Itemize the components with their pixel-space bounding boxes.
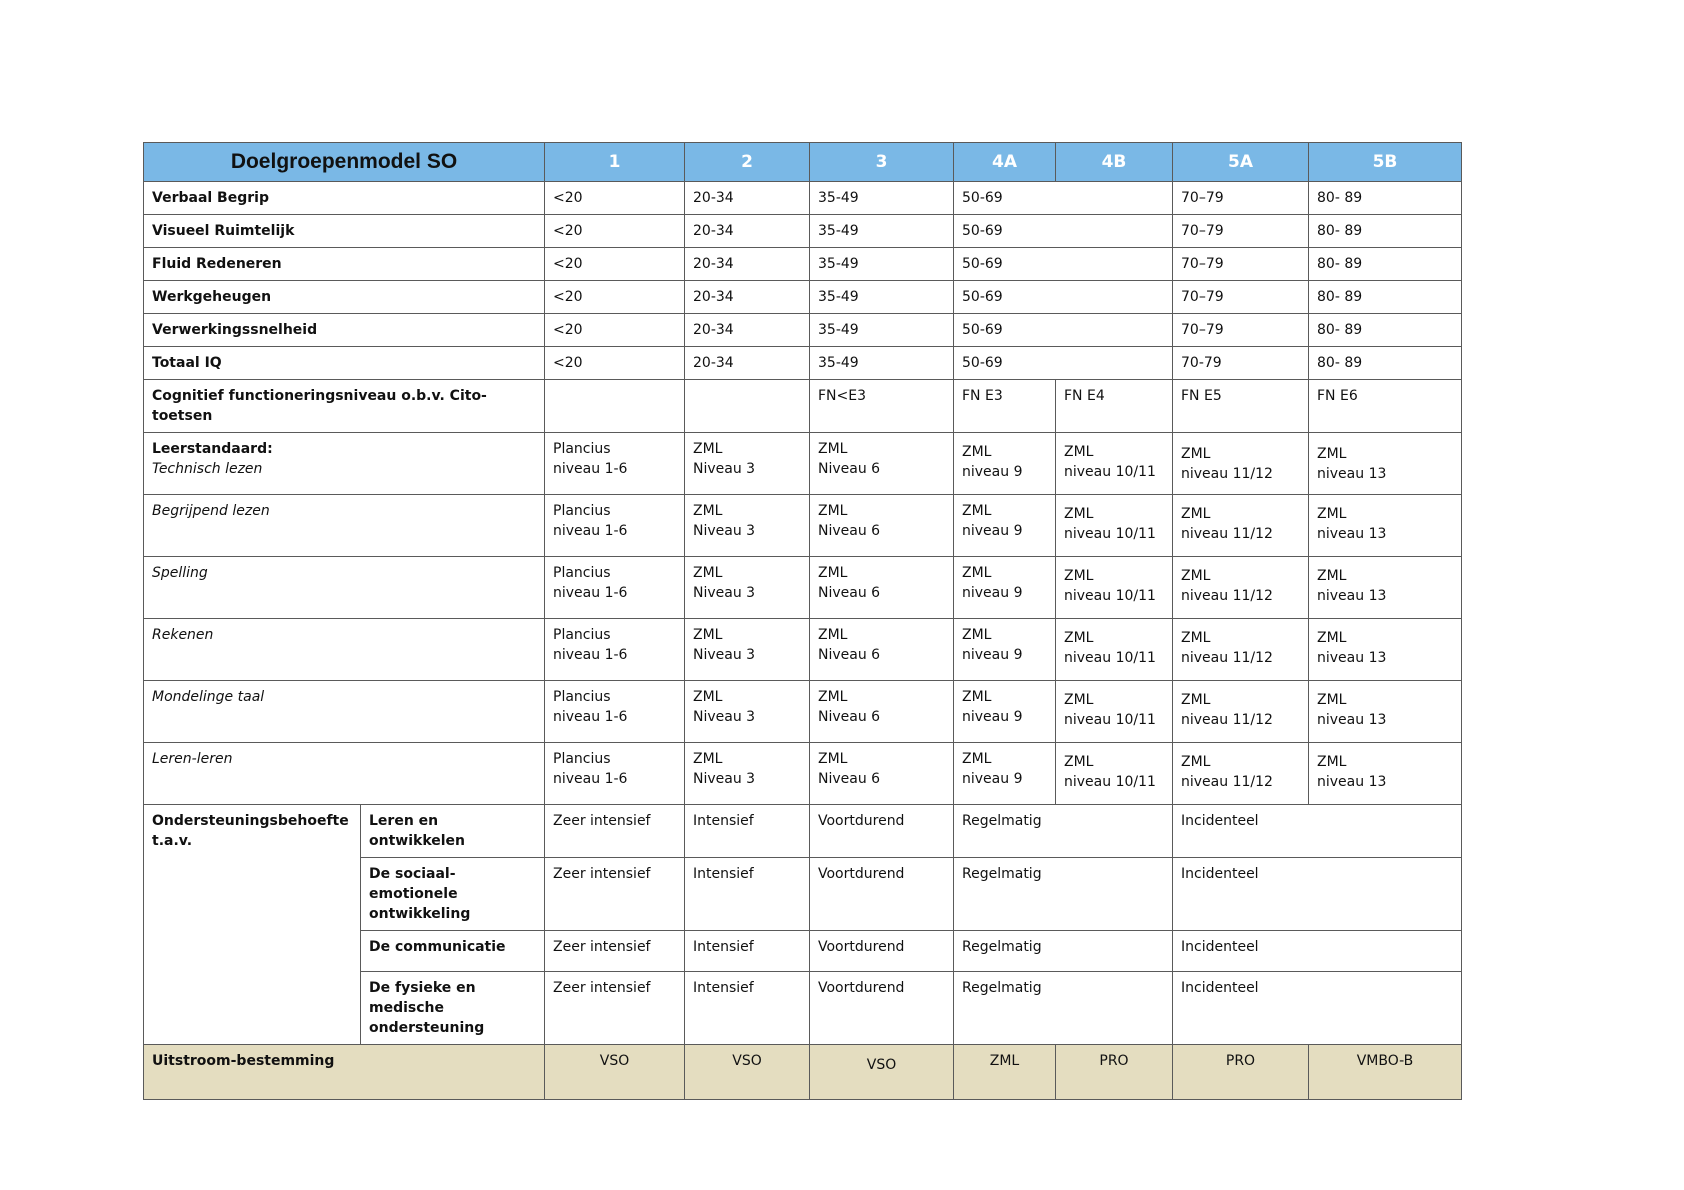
table-cell: 20-34 xyxy=(685,248,810,281)
need-label: De sociaal-emotionele ontwikkeling xyxy=(361,858,545,931)
table-cell: 50-69 xyxy=(954,215,1173,248)
table-cell: ZML niveau 9 xyxy=(954,743,1056,805)
table-cell: ZML Niveau 6 xyxy=(810,433,954,495)
table-cell: Zeer intensief xyxy=(545,972,685,1045)
table-cell: ZML niveau 10/11 xyxy=(1056,495,1173,557)
table-cell: ZML niveau 9 xyxy=(954,557,1056,619)
table-cell: ZML niveau 13 xyxy=(1309,681,1462,743)
table-cell: 80- 89 xyxy=(1309,182,1462,215)
table-cell: 20-34 xyxy=(685,215,810,248)
table-cell: Zeer intensief xyxy=(545,805,685,858)
table-cell: ZML xyxy=(954,1045,1056,1100)
table-cell: 50-69 xyxy=(954,314,1173,347)
table-cell: ZML niveau 11/12 xyxy=(1173,495,1309,557)
table-cell: VSO xyxy=(685,1045,810,1100)
table-cell: 35-49 xyxy=(810,314,954,347)
table-cell: 80- 89 xyxy=(1309,281,1462,314)
table-cell: Intensief xyxy=(685,805,810,858)
row-label: Fluid Redeneren xyxy=(144,248,545,281)
table-cell: Incidenteel xyxy=(1173,805,1462,858)
table-cell: 70–79 xyxy=(1173,281,1309,314)
table-cell: ZML niveau 11/12 xyxy=(1173,619,1309,681)
table-row xyxy=(144,281,1462,314)
row-label: Werkgeheugen xyxy=(144,281,545,314)
table-cell: 70–79 xyxy=(1173,215,1309,248)
table-cell: Regelmatig xyxy=(954,805,1173,858)
table-cell: ZML niveau 11/12 xyxy=(1173,743,1309,805)
column-header-3: 3 xyxy=(810,143,954,182)
table-row xyxy=(144,495,1462,557)
table-cell: <20 xyxy=(545,281,685,314)
table-cell: Regelmatig xyxy=(954,931,1173,972)
table-cell: Regelmatig xyxy=(954,972,1173,1045)
table-cell: Zeer intensief xyxy=(545,931,685,972)
header-row xyxy=(144,143,1462,182)
table-row xyxy=(144,182,1462,215)
table-cell: <20 xyxy=(545,248,685,281)
row-label: Verbaal Begrip xyxy=(144,182,545,215)
table-cell: 80- 89 xyxy=(1309,215,1462,248)
table-cell: ZML niveau 9 xyxy=(954,433,1056,495)
need-label: Leren en ontwikkelen xyxy=(361,805,545,858)
row-label: Totaal IQ xyxy=(144,347,545,380)
column-header-4b: 4B xyxy=(1056,143,1173,182)
table-cell: <20 xyxy=(545,347,685,380)
table-cell: 70–79 xyxy=(1173,314,1309,347)
table-cell: VMBO-B xyxy=(1309,1045,1462,1100)
table-cell xyxy=(545,380,685,433)
table-cell: Voortdurend xyxy=(810,972,954,1045)
row-label: Visueel Ruimtelijk xyxy=(144,215,545,248)
table-cell: Plancius niveau 1-6 xyxy=(545,681,685,743)
table-cell: ZML Niveau 6 xyxy=(810,743,954,805)
subject-label: Technisch lezen xyxy=(152,461,263,477)
table-cell: ZML Niveau 6 xyxy=(810,619,954,681)
table-cell: ZML niveau 10/11 xyxy=(1056,681,1173,743)
table-cell: ZML niveau 10/11 xyxy=(1056,743,1173,805)
column-header-1: 1 xyxy=(545,143,685,182)
table-cell: ZML niveau 10/11 xyxy=(1056,619,1173,681)
table-cell: 20-34 xyxy=(685,182,810,215)
table-cell: Plancius niveau 1-6 xyxy=(545,433,685,495)
table-row xyxy=(144,380,1462,433)
table-cell: FN E5 xyxy=(1173,380,1309,433)
table-cell: Zeer intensief xyxy=(545,858,685,931)
table-cell: VSO xyxy=(545,1045,685,1100)
table-cell: 80- 89 xyxy=(1309,248,1462,281)
subject-label: Spelling xyxy=(144,557,545,619)
table-cell: ZML niveau 10/11 xyxy=(1056,557,1173,619)
table-cell: 70–79 xyxy=(1173,248,1309,281)
table-cell: Plancius niveau 1-6 xyxy=(545,557,685,619)
table-cell: Plancius niveau 1-6 xyxy=(545,495,685,557)
table-cell: ZML Niveau 6 xyxy=(810,681,954,743)
table-cell: 70-79 xyxy=(1173,347,1309,380)
table-row xyxy=(144,433,1462,495)
table-cell: 70–79 xyxy=(1173,182,1309,215)
row-label xyxy=(144,433,545,495)
table-row xyxy=(144,248,1462,281)
column-header-2: 2 xyxy=(685,143,810,182)
table-cell: Intensief xyxy=(685,972,810,1045)
ondersteuning-heading: Ondersteuningsbehoefte t.a.v. xyxy=(144,805,361,1045)
table-cell: FN E4 xyxy=(1056,380,1173,433)
row-label: Verwerkingssnelheid xyxy=(144,314,545,347)
table-row xyxy=(144,557,1462,619)
table-cell: VSO xyxy=(810,1045,954,1100)
table-cell: ZML niveau 13 xyxy=(1309,433,1462,495)
table-title: Doelgroepenmodel SO xyxy=(144,143,545,182)
table-cell: 35-49 xyxy=(810,215,954,248)
leerstandaard-heading: Leerstandaard: xyxy=(152,441,273,457)
table-cell: Voortdurend xyxy=(810,805,954,858)
table-cell: Incidenteel xyxy=(1173,858,1462,931)
subject-label: Begrijpend lezen xyxy=(144,495,545,557)
table-cell: Incidenteel xyxy=(1173,972,1462,1045)
table-cell: 20-34 xyxy=(685,281,810,314)
table-row xyxy=(144,347,1462,380)
table-cell: ZML Niveau 3 xyxy=(685,495,810,557)
column-header-5a: 5A xyxy=(1173,143,1309,182)
table-row xyxy=(144,619,1462,681)
table-row xyxy=(144,215,1462,248)
table-cell: 35-49 xyxy=(810,248,954,281)
table-cell: 35-49 xyxy=(810,182,954,215)
table-cell: <20 xyxy=(545,314,685,347)
table-cell xyxy=(685,380,810,433)
table-cell: 35-49 xyxy=(810,281,954,314)
table-cell: Plancius niveau 1-6 xyxy=(545,743,685,805)
column-header-4a: 4A xyxy=(954,143,1056,182)
table-cell: <20 xyxy=(545,215,685,248)
table-cell: 50-69 xyxy=(954,248,1173,281)
table-cell: FN<E3 xyxy=(810,380,954,433)
table-cell: ZML niveau 11/12 xyxy=(1173,681,1309,743)
doelgroepenmodel-table xyxy=(143,142,1462,1100)
table-cell: ZML niveau 9 xyxy=(954,681,1056,743)
table-row xyxy=(144,805,1462,858)
need-label: De communicatie xyxy=(361,931,545,972)
table-cell: 50-69 xyxy=(954,182,1173,215)
subject-label: Rekenen xyxy=(144,619,545,681)
table-row xyxy=(144,743,1462,805)
column-header-5b: 5B xyxy=(1309,143,1462,182)
table-cell: ZML Niveau 6 xyxy=(810,557,954,619)
table-cell: ZML Niveau 3 xyxy=(685,619,810,681)
table-cell: 35-49 xyxy=(810,347,954,380)
need-label: De fysieke en medische ondersteuning xyxy=(361,972,545,1045)
subject-label: Leren-leren xyxy=(144,743,545,805)
table-cell: Incidenteel xyxy=(1173,931,1462,972)
table-cell: Regelmatig xyxy=(954,858,1173,931)
table-cell: ZML niveau 13 xyxy=(1309,619,1462,681)
table-cell: ZML niveau 13 xyxy=(1309,495,1462,557)
table-cell: ZML niveau 10/11 xyxy=(1056,433,1173,495)
table-cell: ZML niveau 9 xyxy=(954,619,1056,681)
table-cell: FN E6 xyxy=(1309,380,1462,433)
table-cell: FN E3 xyxy=(954,380,1056,433)
table-cell: Intensief xyxy=(685,858,810,931)
table-cell: Voortdurend xyxy=(810,858,954,931)
table-cell: 20-34 xyxy=(685,347,810,380)
table-row xyxy=(144,1045,1462,1100)
table-cell: ZML Niveau 6 xyxy=(810,495,954,557)
table-cell: 20-34 xyxy=(685,314,810,347)
table-cell: PRO xyxy=(1056,1045,1173,1100)
table-cell: ZML Niveau 3 xyxy=(685,743,810,805)
table-cell: Plancius niveau 1-6 xyxy=(545,619,685,681)
table-row xyxy=(144,681,1462,743)
table-row xyxy=(144,314,1462,347)
table-cell: 80- 89 xyxy=(1309,347,1462,380)
row-label: Cognitief functioneringsniveau o.b.v. Cito-toetsen xyxy=(144,380,545,433)
table-cell: ZML Niveau 3 xyxy=(685,557,810,619)
row-label: Uitstroom-bestemming xyxy=(144,1045,545,1100)
table-cell: ZML niveau 13 xyxy=(1309,743,1462,805)
table-cell: ZML niveau 11/12 xyxy=(1173,557,1309,619)
table-cell: ZML Niveau 3 xyxy=(685,433,810,495)
table-cell: 50-69 xyxy=(954,281,1173,314)
table-cell: PRO xyxy=(1173,1045,1309,1100)
table-cell: 80- 89 xyxy=(1309,314,1462,347)
table-cell: ZML niveau 11/12 xyxy=(1173,433,1309,495)
table-cell: ZML Niveau 3 xyxy=(685,681,810,743)
table-cell: Voortdurend xyxy=(810,931,954,972)
subject-label: Mondelinge taal xyxy=(144,681,545,743)
table-cell: ZML niveau 13 xyxy=(1309,557,1462,619)
table-cell: ZML niveau 9 xyxy=(954,495,1056,557)
table-cell: <20 xyxy=(545,182,685,215)
table-cell: Intensief xyxy=(685,931,810,972)
table-cell: 50-69 xyxy=(954,347,1173,380)
